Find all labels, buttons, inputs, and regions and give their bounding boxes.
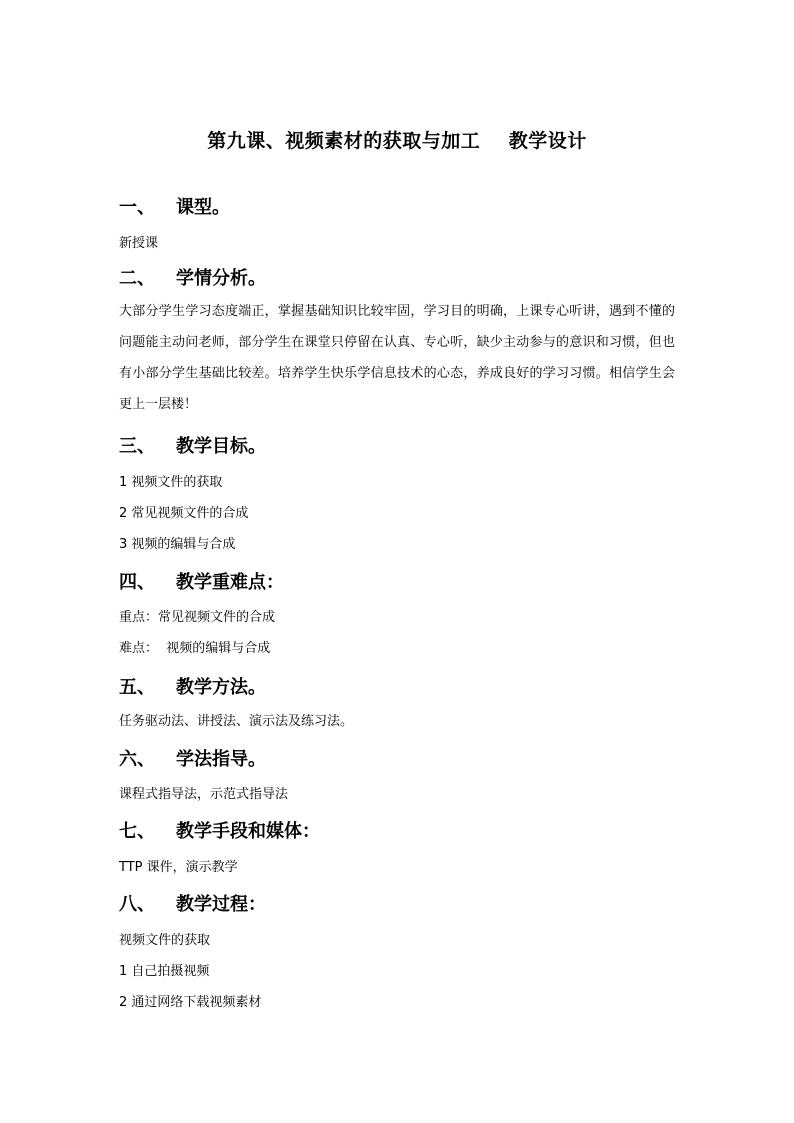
section-number: 七、	[119, 821, 155, 842]
section-heading-8	[119, 890, 266, 916]
section-title: 教学手段和媒体：	[176, 821, 320, 842]
section-number: 一、	[119, 197, 155, 218]
body-line: 视频文件的获取	[119, 933, 211, 948]
body-line: 重点：常见视频文件的合成	[119, 610, 276, 625]
section-title: 教学重难点：	[176, 572, 284, 593]
body-line: 1 自己拍摄视频	[119, 964, 210, 979]
section-heading-6	[119, 745, 266, 771]
section-heading-2	[119, 264, 266, 290]
section-heading-3	[119, 432, 266, 458]
section-title: 教学目标。	[176, 436, 266, 457]
section-number: 六、	[119, 749, 155, 770]
body-line: 1 视频文件的获取	[119, 475, 223, 490]
section-title: 教学过程：	[176, 894, 266, 915]
body-line: 新授课	[119, 236, 159, 251]
section-number: 五、	[119, 677, 155, 698]
body-paragraph: 大部分学生学习态度端正，掌握基础知识比较牢固，学习目的明确，上课专心听讲，遇到不懂的问题能主动问老师，部分学生在课堂只停留在认真、专心听，缺少主动参与的意识和习惯，但也有小部分学生基础比较差。培养学生快乐学信息技术的心态，养成良好的学习习惯。相信学生会更上一层楼！	[119, 304, 675, 412]
section-heading-4	[119, 568, 284, 594]
body-line: TTP 课件，演示教学	[119, 860, 238, 875]
section-number: 八、	[119, 894, 155, 915]
section-heading-1	[119, 193, 230, 219]
section-number: 四、	[119, 572, 155, 593]
body-line: 2 常见视频文件的合成	[119, 506, 249, 521]
section-number: 二、	[119, 268, 155, 289]
body-line: 3 视频的编辑与合成	[119, 537, 236, 552]
section-title: 学情分析。	[176, 268, 266, 289]
section-title: 学法指导。	[176, 749, 266, 770]
section-title: 课型。	[176, 197, 230, 218]
section-number: 三、	[119, 436, 155, 457]
body-line: 课程式指导法，示范式指导法	[119, 787, 289, 802]
body-line: 任务驱动法、讲授法、演示法及练习法。	[119, 714, 354, 729]
section-heading-5	[119, 673, 266, 699]
section-heading-7	[119, 817, 320, 843]
body-line: 难点： 视频的编辑与合成	[119, 641, 271, 656]
document-title: 第九课、视频素材的获取与加工 教学设计	[207, 130, 587, 152]
body-line: 2 通过网络下载视频素材	[119, 995, 262, 1010]
section-title: 教学方法。	[176, 677, 266, 698]
